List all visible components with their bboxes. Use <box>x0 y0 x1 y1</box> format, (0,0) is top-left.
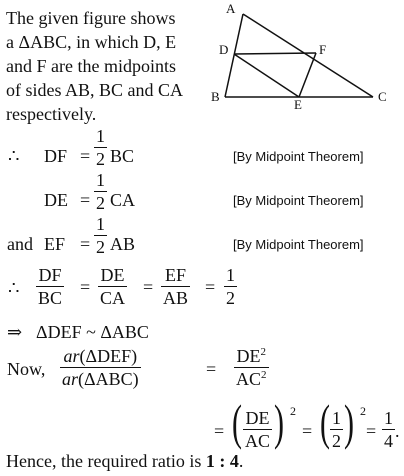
ratio-de-ca <box>98 266 127 307</box>
left-paren: ( <box>232 394 242 450</box>
intro-line: The given figure shows <box>6 8 176 28</box>
ratio-answer: 1 : 4 <box>205 451 239 471</box>
square-exponent: 2 <box>360 404 366 418</box>
ratio-num: 1 <box>226 265 235 285</box>
eq3-num: 1 <box>96 214 105 234</box>
eq3-rhs: AB <box>110 234 136 254</box>
eq2-den: 2 <box>96 193 105 214</box>
eq3-den: 2 <box>96 237 105 258</box>
result-fraction <box>382 409 395 450</box>
ratio-ef-ab <box>161 266 190 307</box>
area-num <box>62 347 140 367</box>
intro-line: respectively. <box>6 104 97 124</box>
triangle-figure <box>205 0 404 110</box>
label-a: A <box>226 1 236 16</box>
intro-line: of sides AB, BC and CA <box>6 80 184 100</box>
eq3-equals: = <box>80 234 91 254</box>
eq2-num: 1 <box>96 170 105 190</box>
square-exponent: 2 <box>260 346 266 358</box>
eq2-rhs: CA <box>110 190 136 210</box>
eq2-reason: [By Midpoint Theorem] <box>233 193 364 208</box>
conclusion <box>6 451 243 472</box>
intro-line: and F are the midpoints <box>6 56 176 76</box>
eq1-equals: = <box>80 146 91 166</box>
result-den: 4 <box>384 431 393 452</box>
now-label: Now, <box>7 359 46 379</box>
similarity-statement: ΔDEF ~ ΔABC <box>36 322 149 342</box>
segment-df <box>234 53 316 54</box>
left-paren: ( <box>320 394 330 450</box>
eq1-fraction <box>94 127 107 168</box>
label-c: C <box>378 89 387 104</box>
ratio-den: AB <box>163 288 189 309</box>
eq3-lhs: EF <box>44 234 66 254</box>
ratio-num: DF <box>38 265 62 285</box>
side-ac <box>243 14 373 97</box>
step-fraction <box>243 409 272 450</box>
ratio-den: BC <box>38 288 63 309</box>
right-paren: ) <box>344 394 354 450</box>
half-num: 1 <box>332 408 341 428</box>
eq3-fraction <box>94 215 107 256</box>
eq2-lhs: DE <box>44 190 68 210</box>
right-paren: ) <box>274 394 284 450</box>
implies-symbol: ⇒ <box>7 322 23 342</box>
equals-sign: = <box>214 421 225 441</box>
ar-label: ar <box>63 346 80 366</box>
eq2-equals: = <box>80 190 91 210</box>
area-den-triangle: (ΔABC) <box>78 369 139 390</box>
label-e: E <box>294 97 302 110</box>
rhs-num-text: DE <box>236 346 261 366</box>
ratio-half <box>224 266 237 307</box>
area-fraction <box>60 347 141 388</box>
eq1-lhs: DF <box>44 146 68 166</box>
result-num: 1 <box>384 408 393 428</box>
ratio-num: EF <box>165 265 187 285</box>
square-exponent: 2 <box>290 404 296 418</box>
equals-sign: = <box>143 277 154 297</box>
segment-de <box>234 54 299 97</box>
equals-sign: = <box>206 359 217 379</box>
area-den <box>60 368 141 388</box>
eq1-num: 1 <box>96 126 105 146</box>
equals-sign: = <box>366 421 377 441</box>
eq3-prefix: and <box>7 234 33 254</box>
therefore-symbol: ∴ <box>8 278 20 298</box>
rhs-den <box>234 368 269 388</box>
rhs-num <box>235 347 269 367</box>
rhs-den-text: AC <box>236 369 262 390</box>
intro-line: a ΔABC, in which D, E <box>6 32 177 52</box>
eq2-fraction <box>94 171 107 212</box>
label-d: D <box>219 42 229 57</box>
step-num: DE <box>245 408 270 428</box>
area-rhs-fraction <box>234 347 269 388</box>
eq1-den: 2 <box>96 149 105 170</box>
label-f: F <box>319 42 327 57</box>
ratio-num: DE <box>100 265 125 285</box>
ratio-den: 2 <box>226 288 235 309</box>
equals-sign: = <box>80 277 91 297</box>
square-exponent: 2 <box>261 369 267 382</box>
half-fraction <box>330 409 343 450</box>
conclusion-text: Hence, the required ratio is <box>6 451 206 471</box>
area-num-triangle: (ΔDEF) <box>79 346 138 366</box>
equals-sign: = <box>205 277 216 297</box>
eq3-reason: [By Midpoint Theorem] <box>233 237 364 252</box>
eq1-reason: [By Midpoint Theorem] <box>233 149 364 164</box>
equals-sign: = <box>302 421 313 441</box>
step-den: AC <box>245 431 271 452</box>
ratio-den: CA <box>100 288 126 309</box>
eq1-rhs: BC <box>110 146 135 166</box>
period: . <box>395 421 400 441</box>
ratio-df-bc <box>36 266 64 307</box>
segment-ef <box>299 53 316 97</box>
label-b: B <box>211 89 220 104</box>
half-den: 2 <box>332 431 341 452</box>
ar-label: ar <box>62 369 79 390</box>
period: . <box>238 451 244 471</box>
therefore-symbol: ∴ <box>8 146 20 166</box>
